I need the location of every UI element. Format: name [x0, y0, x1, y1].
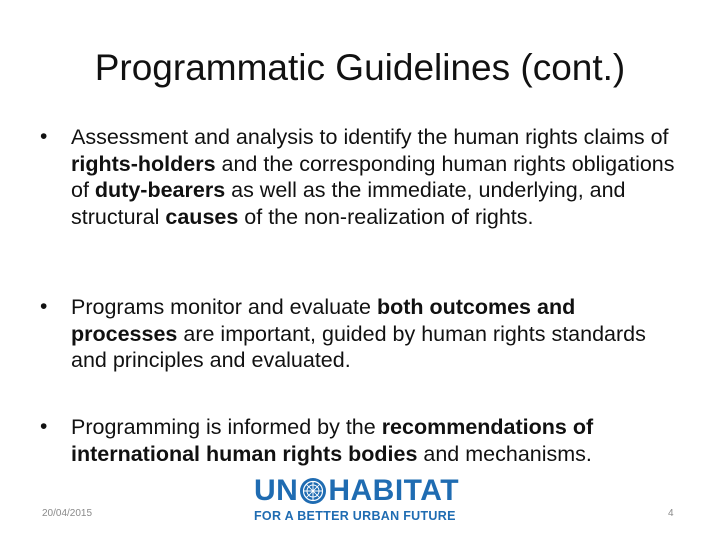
- bullet-run-text: Programming is informed by the: [71, 415, 382, 439]
- bullet-text: [71, 295, 646, 372]
- footer-date: 20/04/2015: [42, 508, 93, 519]
- bullet-item: [34, 414, 684, 467]
- bullet-marker: •: [40, 295, 48, 318]
- bullet-item: [34, 124, 684, 230]
- bullet-run-text: Assessment and analysis to identify the human rights claims of: [71, 125, 669, 149]
- un-emblem-icon: [299, 477, 327, 505]
- un-habitat-logo: [250, 476, 470, 526]
- bullet-run-text: are important, guided by human rights standards and principles and evaluated.: [71, 321, 646, 372]
- bullet-run-text: of the non-realization of rights.: [238, 204, 534, 229]
- bullet-emphasis-text: recommendations of international human rights bodies: [71, 415, 594, 466]
- logo-wordmark: [254, 476, 459, 506]
- logo-tagline: FOR A BETTER URBAN FUTURE: [254, 509, 456, 523]
- bullet-marker: •: [40, 125, 48, 148]
- bullet-run-text: and the corresponding human rights obligations of: [71, 151, 675, 202]
- bullet-run-text: as well as the immediate, underlying, and structural: [71, 178, 626, 229]
- bullet-emphasis-text: rights-holders: [71, 151, 216, 176]
- bullet-emphasis-text: causes: [165, 204, 239, 229]
- bullet-marker: •: [40, 415, 48, 438]
- page-number: 4: [668, 508, 674, 519]
- bullet-text: [71, 125, 675, 229]
- slide-title: Programmatic Guidelines (cont.): [94, 47, 626, 88]
- logo-wordmark-right: HABITAT: [328, 474, 460, 507]
- logo-wordmark-left: UN: [254, 474, 299, 507]
- bullet-emphasis-text: duty-bearers: [94, 178, 226, 202]
- bullet-run-text: Programs monitor and evaluate: [71, 295, 377, 319]
- bullet-emphasis-text: both outcomes and processes: [71, 295, 576, 346]
- bullet-item: [34, 294, 684, 374]
- bullet-run-text: and mechanisms.: [417, 441, 592, 466]
- bullet-text: [71, 415, 593, 466]
